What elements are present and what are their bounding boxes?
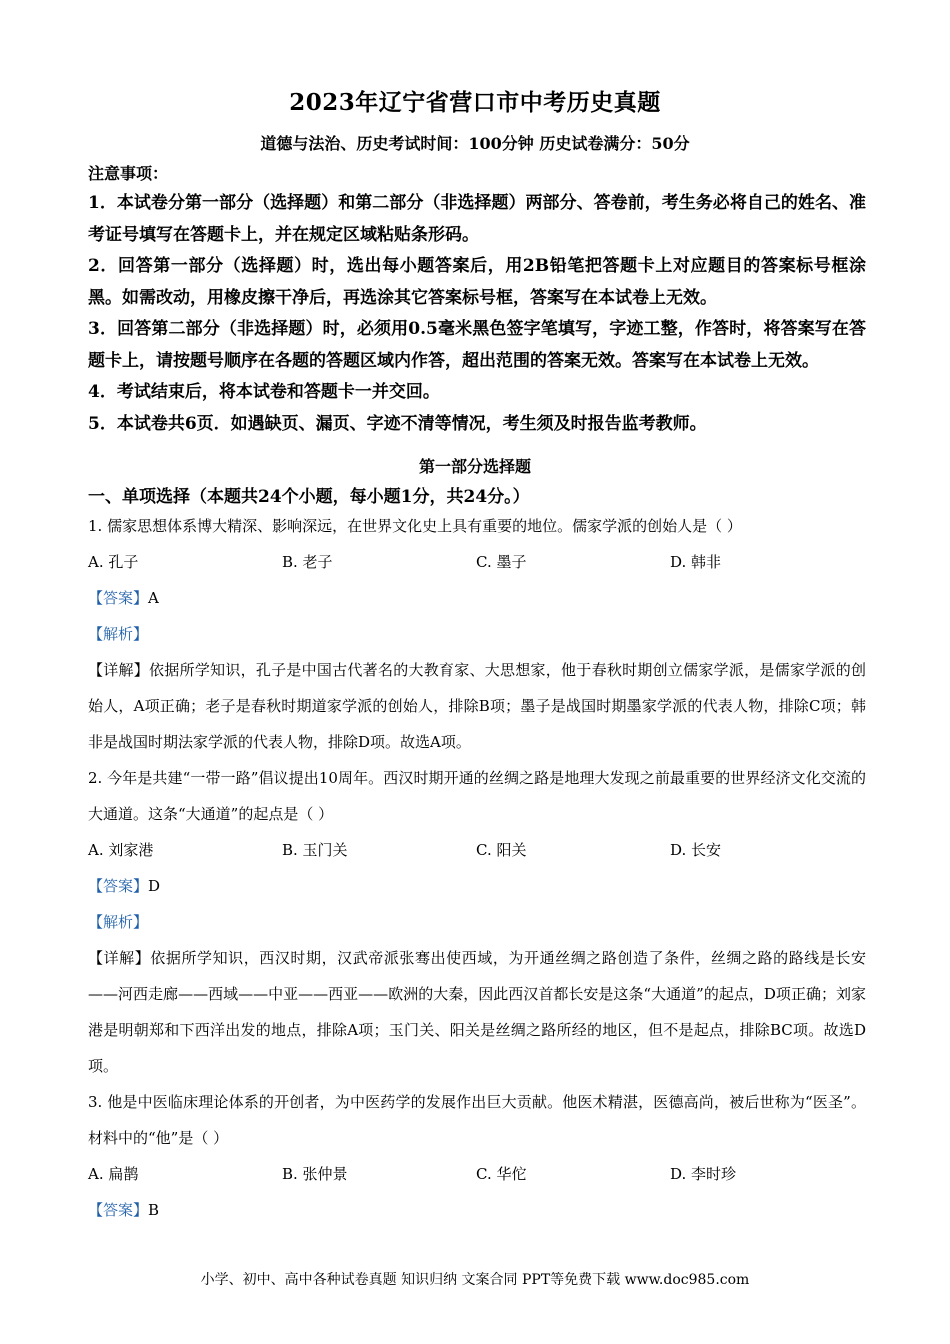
notice-item: 4．考试结束后，将本试卷和答题卡一并交回。 [88,382,440,402]
option: D. 李时珍 [670,1165,737,1183]
answer-value: D [148,877,161,895]
detail-paragraph [88,652,866,760]
answer-label: 【答案】 [88,589,149,607]
answer-label: 【答案】 [88,877,149,895]
notice-heading: 注意事项： [88,164,169,183]
analysis-label: 【解析】 [88,625,149,643]
detail-paragraph [88,940,866,1084]
detail-label: 【详解】 [88,949,151,967]
option: C. 华佗 [476,1165,527,1183]
page-title: 2023年辽宁省营口市中考历史真题 [289,89,661,116]
section-title: 第一部分选择题 [418,457,531,476]
option: C. 墨子 [476,553,527,571]
option: A. 扁鹊 [88,1165,139,1183]
analysis-line [88,616,866,652]
question-list [88,508,866,1228]
detail-label: 【详解】 [88,661,150,679]
answer-line [88,868,866,904]
option: B. 玉门关 [282,841,348,859]
question-options [88,544,866,580]
answer-value: A [148,589,159,607]
exam-info: 道德与法治、历史考试时间：100分钟 历史试卷满分：50分 [260,134,690,153]
analysis-label: 【解析】 [88,913,149,931]
page-footer: 小学、初中、高中各种试卷真题 知识归纳 文案合同 PPT等免费下载 www.doc985.com [200,1272,750,1288]
notice-list [88,188,866,440]
option: A. 孔子 [88,553,139,571]
option: D. 长安 [670,841,722,859]
detail-text: 依据所学知识，西汉时期，汉武帝派张骞出使西域，为开通丝绸之路创造了条件，丝绸之路的路线是长安——河西走廊——西域——中亚——西亚——欧洲的大秦，因此西汉首都长安是这条“大通道”的起点，D项正确；刘家港是明朝郑和下西洋出发的地点，排除A项；玉门关、阳关是丝绸之路所经的地区，但不是起点，排除BC项。故选D项。 [88,949,866,1075]
section-subtitle: 一、单项选择（本题共24个小题，每小题1分，共24分。） [88,487,530,507]
notice-item: 5．本试卷共6页．如遇缺页、漏页、字迹不清等情况，考生须及时报告监考教师。 [88,413,707,434]
option: C. 阳关 [476,841,527,859]
answer-line [88,1192,866,1228]
question-options [88,832,866,868]
answer-label: 【答案】 [88,1201,149,1219]
question-stem: 2. 今年是共建“一带一路”倡议提出10周年。西汉时期开通的丝绸之路是地理大发现之前最重要的世界经济文化交流的大通道。这条“大通道”的起点是（ ） [88,769,866,823]
question-options [88,1156,866,1192]
answer-line [88,580,866,616]
detail-text: 依据所学知识，孔子是中国古代著名的大教育家、大思想家，他于春秋时期创立儒家学派，是儒家学派的创始人，A项正确；老子是春秋时期道家学派的创始人，排除B项；墨子是战国时期墨家学派的代表人物，排除C项；韩非是战国时期法家学派的代表人物，排除D项。故选A项。 [88,661,866,751]
question-stem: 1. 儒家思想体系博大精深、影响深远，在世界文化史上具有重要的地位。儒家学派的创始人是（ ） [88,517,742,535]
notice-item: 3．回答第二部分（非选择题）时，必须用0.5毫米黑色签字笔填写，字迹工整，作答时，将答案写在答题卡上，请按题号顺序在各题的答题区域内作答，超出范围的答案无效。答案写在本试卷上无效。 [88,319,866,371]
option: B. 老子 [282,553,333,571]
notice-item: 1．本试卷分第一部分（选择题）和第二部分（非选择题）两部分、答卷前，考生务必将自己的姓名、准考证号填写在答题卡上，并在规定区域粘贴条形码。 [88,193,866,245]
option: D. 韩非 [670,553,722,571]
option: A. 刘家港 [88,841,154,859]
notice-item: 2．回答第一部分（选择题）时，选出每小题答案后，用2B铅笔把答题卡上对应题目的答案标号框涂黑。如需改动，用橡皮擦干净后，再选涂其它答案标号框，答案写在本试卷上无效。 [88,256,866,308]
answer-value: B [148,1201,160,1219]
analysis-line [88,904,866,940]
question-stem: 3. 他是中医临床理论体系的开创者，为中医药学的发展作出巨大贡献。他医术精湛，医德高尚，被后世称为“医圣”。材料中的“他”是（ ） [88,1093,866,1147]
option: B. 张仲景 [282,1165,348,1183]
